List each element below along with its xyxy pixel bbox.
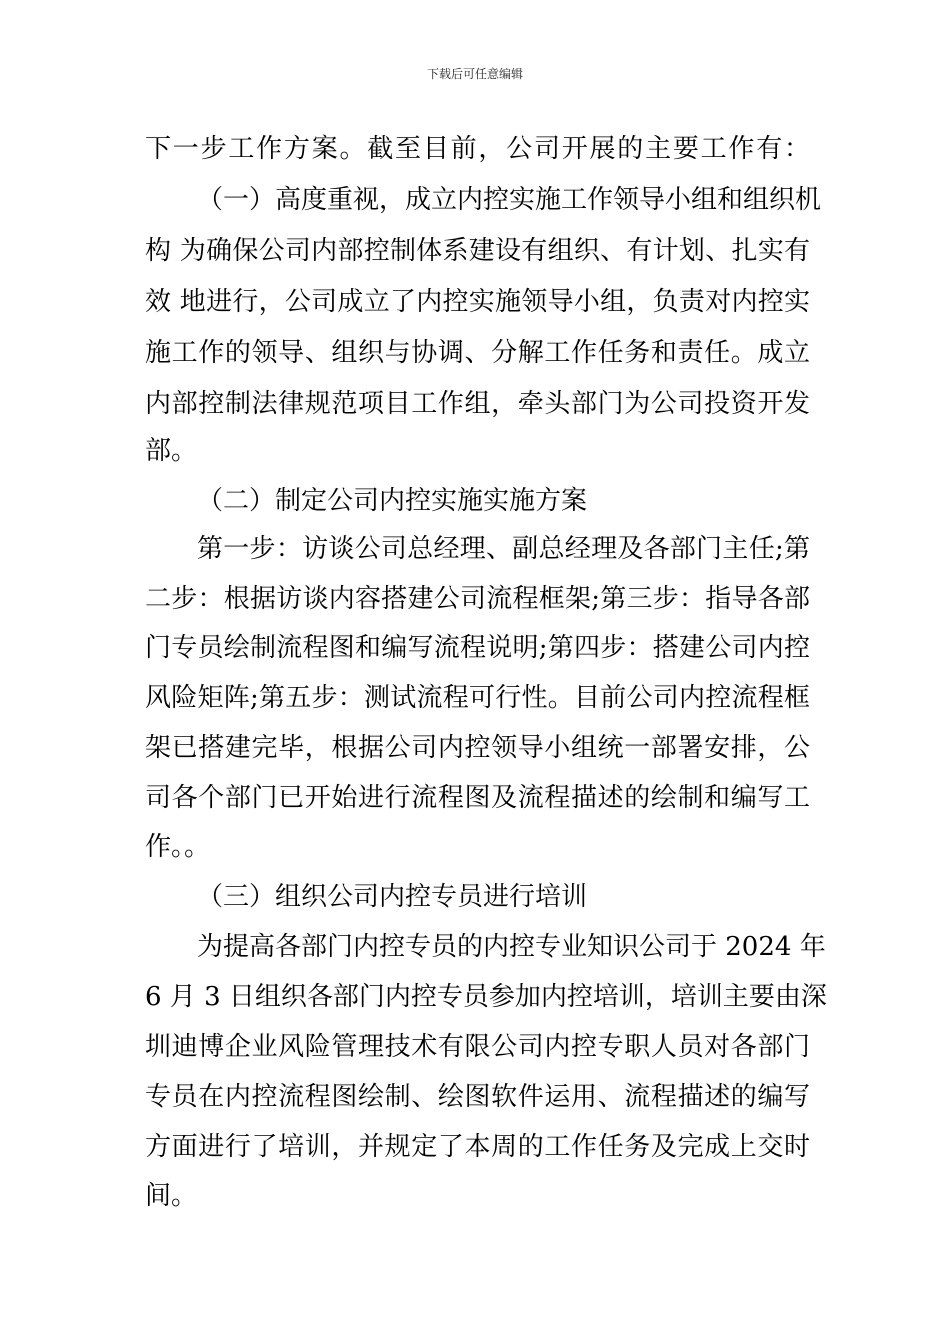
text-line: 方面进行了培训，并规定了本周的工作任务及完成上交时 (145, 1132, 810, 1162)
text-line: 作。。 (145, 832, 211, 862)
text-line: 第一步：访谈公司总经理、副总经理及各部门主任;第 (197, 534, 810, 564)
text-line: 间。 (145, 1181, 198, 1211)
section-heading-1: （一）高度重视，成立内控实施工作领导小组和组织机 (197, 185, 822, 215)
page-header: 下载后可任意编辑 (426, 67, 523, 81)
text-line: 施工作的领导、组织与协调、分解工作任务和责任。成立 (145, 338, 810, 368)
text-line: 司各个部门已开始进行流程图及流程描述的绘制和编写工 (145, 783, 810, 813)
text-line: 效 地进行，公司成立了内控实施领导小组，负责对内控实 (145, 287, 810, 317)
text-line: 为提高各部门内控专员的内控专业知识公司于 2024 年 (197, 932, 826, 962)
text-line: 风险矩阵;第五步：测试流程可行性。目前公司内控流程框 (145, 683, 810, 713)
text-line: 6 月 3 日组织各部门内控专员参加内控培训，培训主要由深 (145, 982, 827, 1012)
text-line: 部。 (145, 436, 198, 466)
text-line: 专员在内控流程图绘制、绘图软件运用、流程描述的编写 (145, 1082, 810, 1112)
text-line: 内部控制法律规范项目工作组，牵头部门为公司投资开发 (145, 389, 810, 419)
text-line: 架已搭建完毕，根据公司内控领导小组统一部署安排，公 (145, 733, 810, 763)
text-line: 圳迪博企业风险管理技术有限公司内控专职人员对各部门 (145, 1032, 810, 1062)
text-line: 构 为确保公司内部控制体系建设有组织、有计划、扎实有 (145, 236, 810, 266)
section-heading-3: （三）组织公司内控专员进行培训 (197, 882, 588, 912)
text-line: 门专员绘制流程图和编写流程说明;第四步：搭建公司内控 (145, 633, 810, 663)
text-line: 二步：根据访谈内容搭建公司流程框架;第三步：指导各部 (145, 584, 810, 614)
section-heading-2: （二）制定公司内控实施实施方案 (197, 486, 588, 516)
text-line: 下一步工作方案。截至目前，公司开展的主要工作有： (145, 134, 810, 164)
